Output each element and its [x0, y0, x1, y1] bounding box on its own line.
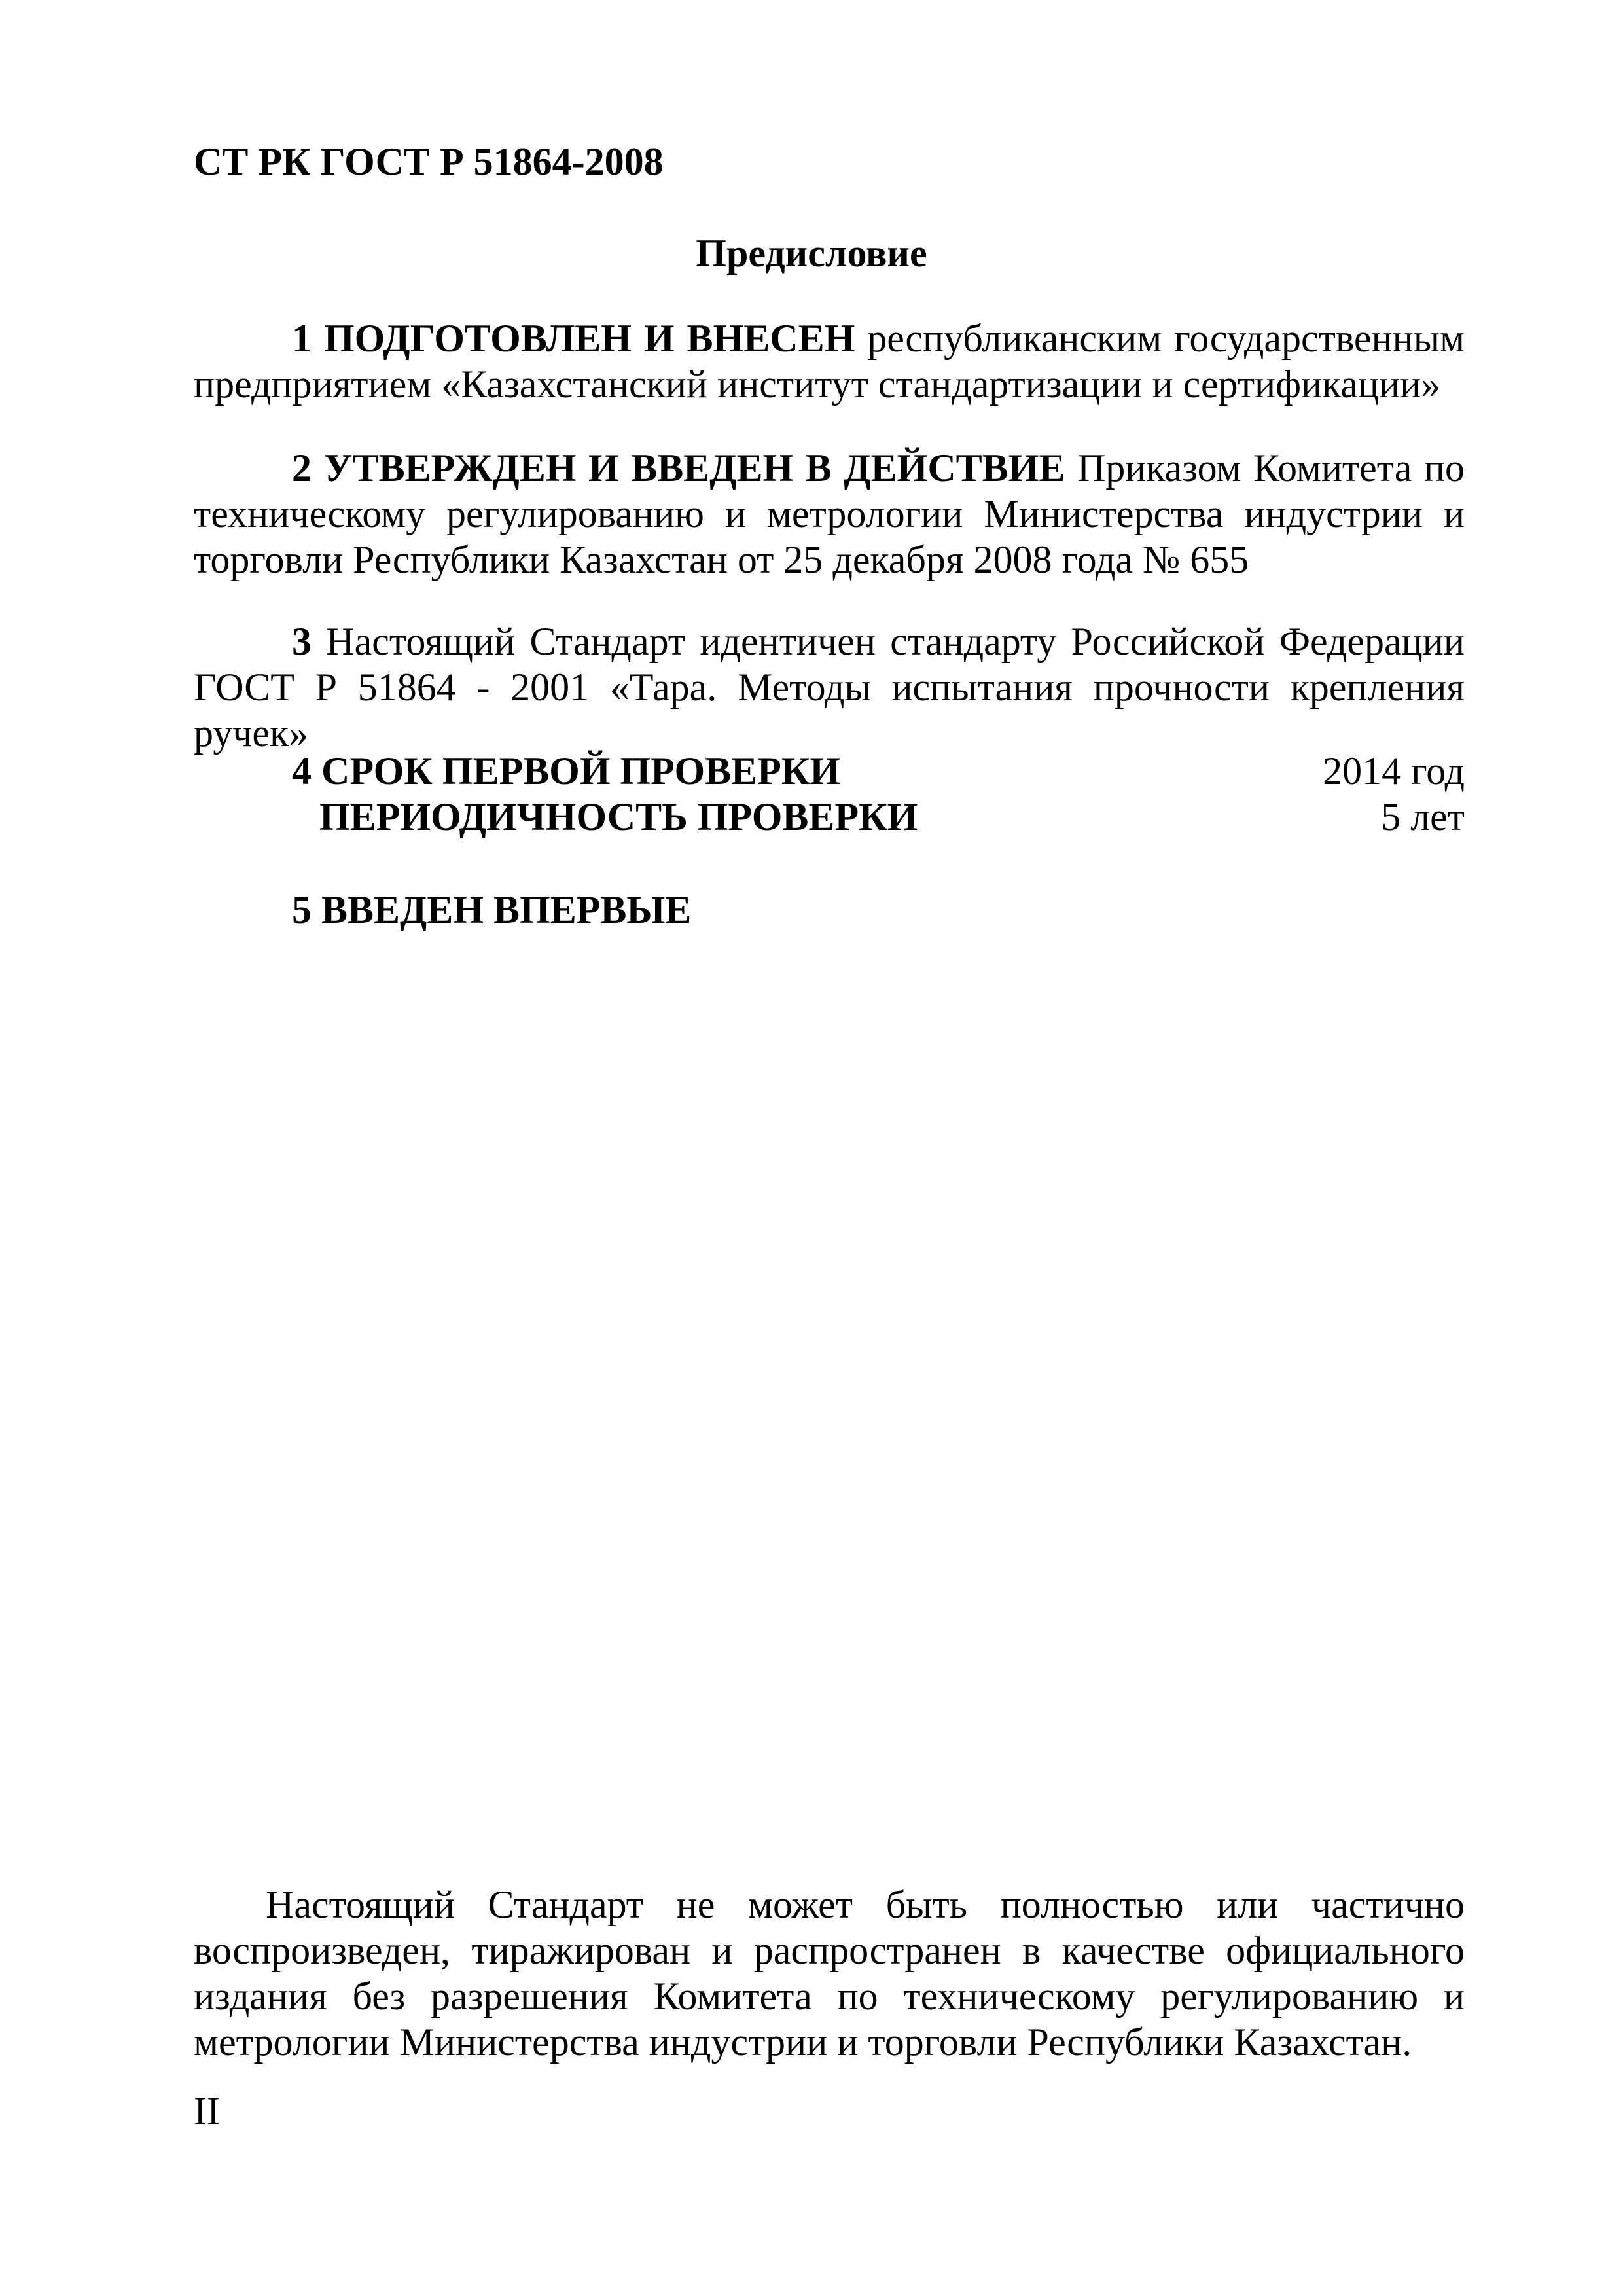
- item-2-text: Приказом Комитета по техническому регулированию и метрологии Министерства индустрии и торговли Республики Казахстан от 25 декабря 2008 года № 655: [194, 446, 1465, 581]
- foreword-item-1: [194, 315, 1465, 407]
- first-check-row: [292, 748, 1465, 794]
- periodicity-value: 5 лет: [1381, 795, 1465, 838]
- item-2-heading: 2 УТВЕРЖДЕН И ВВЕДЕН В ДЕЙСТВИЕ: [292, 446, 1065, 490]
- item-3-text: Настоящий Стандарт идентичен стандарту Российской Федерации ГОСТ Р 51864 - 2001 «Тара. Методы испытания прочности крепления ручек»: [194, 620, 1465, 755]
- item-1-text: республиканским государственным предприятием «Казахстанский институт стандартизации и сертификации»: [194, 317, 1465, 406]
- document-code: СТ РК ГОСТ Р 51864-2008: [194, 140, 664, 183]
- periodicity-label: ПЕРИОДИЧНОСТЬ ПРОВЕРКИ: [319, 795, 918, 838]
- first-check-value: 2014 год: [1323, 749, 1465, 793]
- page-number: II: [194, 2089, 220, 2132]
- item-3-number: 3: [292, 620, 312, 663]
- copyright-notice: [194, 1882, 1465, 2065]
- foreword-item-3: [194, 619, 1465, 756]
- periodicity-row: [292, 794, 1465, 840]
- foreword-item-5: 5 ВВЕДЕН ВПЕРВЫЕ: [292, 888, 692, 931]
- item-1-heading: 1 ПОДГОТОВЛЕН И ВНЕСЕН: [292, 317, 855, 360]
- foreword-item-2: [194, 445, 1465, 583]
- page-title: Предисловие: [696, 232, 927, 275]
- first-check-label: 4 СРОК ПЕРВОЙ ПРОВЕРКИ: [292, 749, 841, 793]
- notice-text: Настоящий Стандарт не может быть полностью или частично воспроизведен, тиражирован и распространен в качестве официального издания без разрешения Комитета по техническому регулированию и метрологии Министерства индустрии и торговли Республики Казахстан.: [194, 1883, 1465, 2064]
